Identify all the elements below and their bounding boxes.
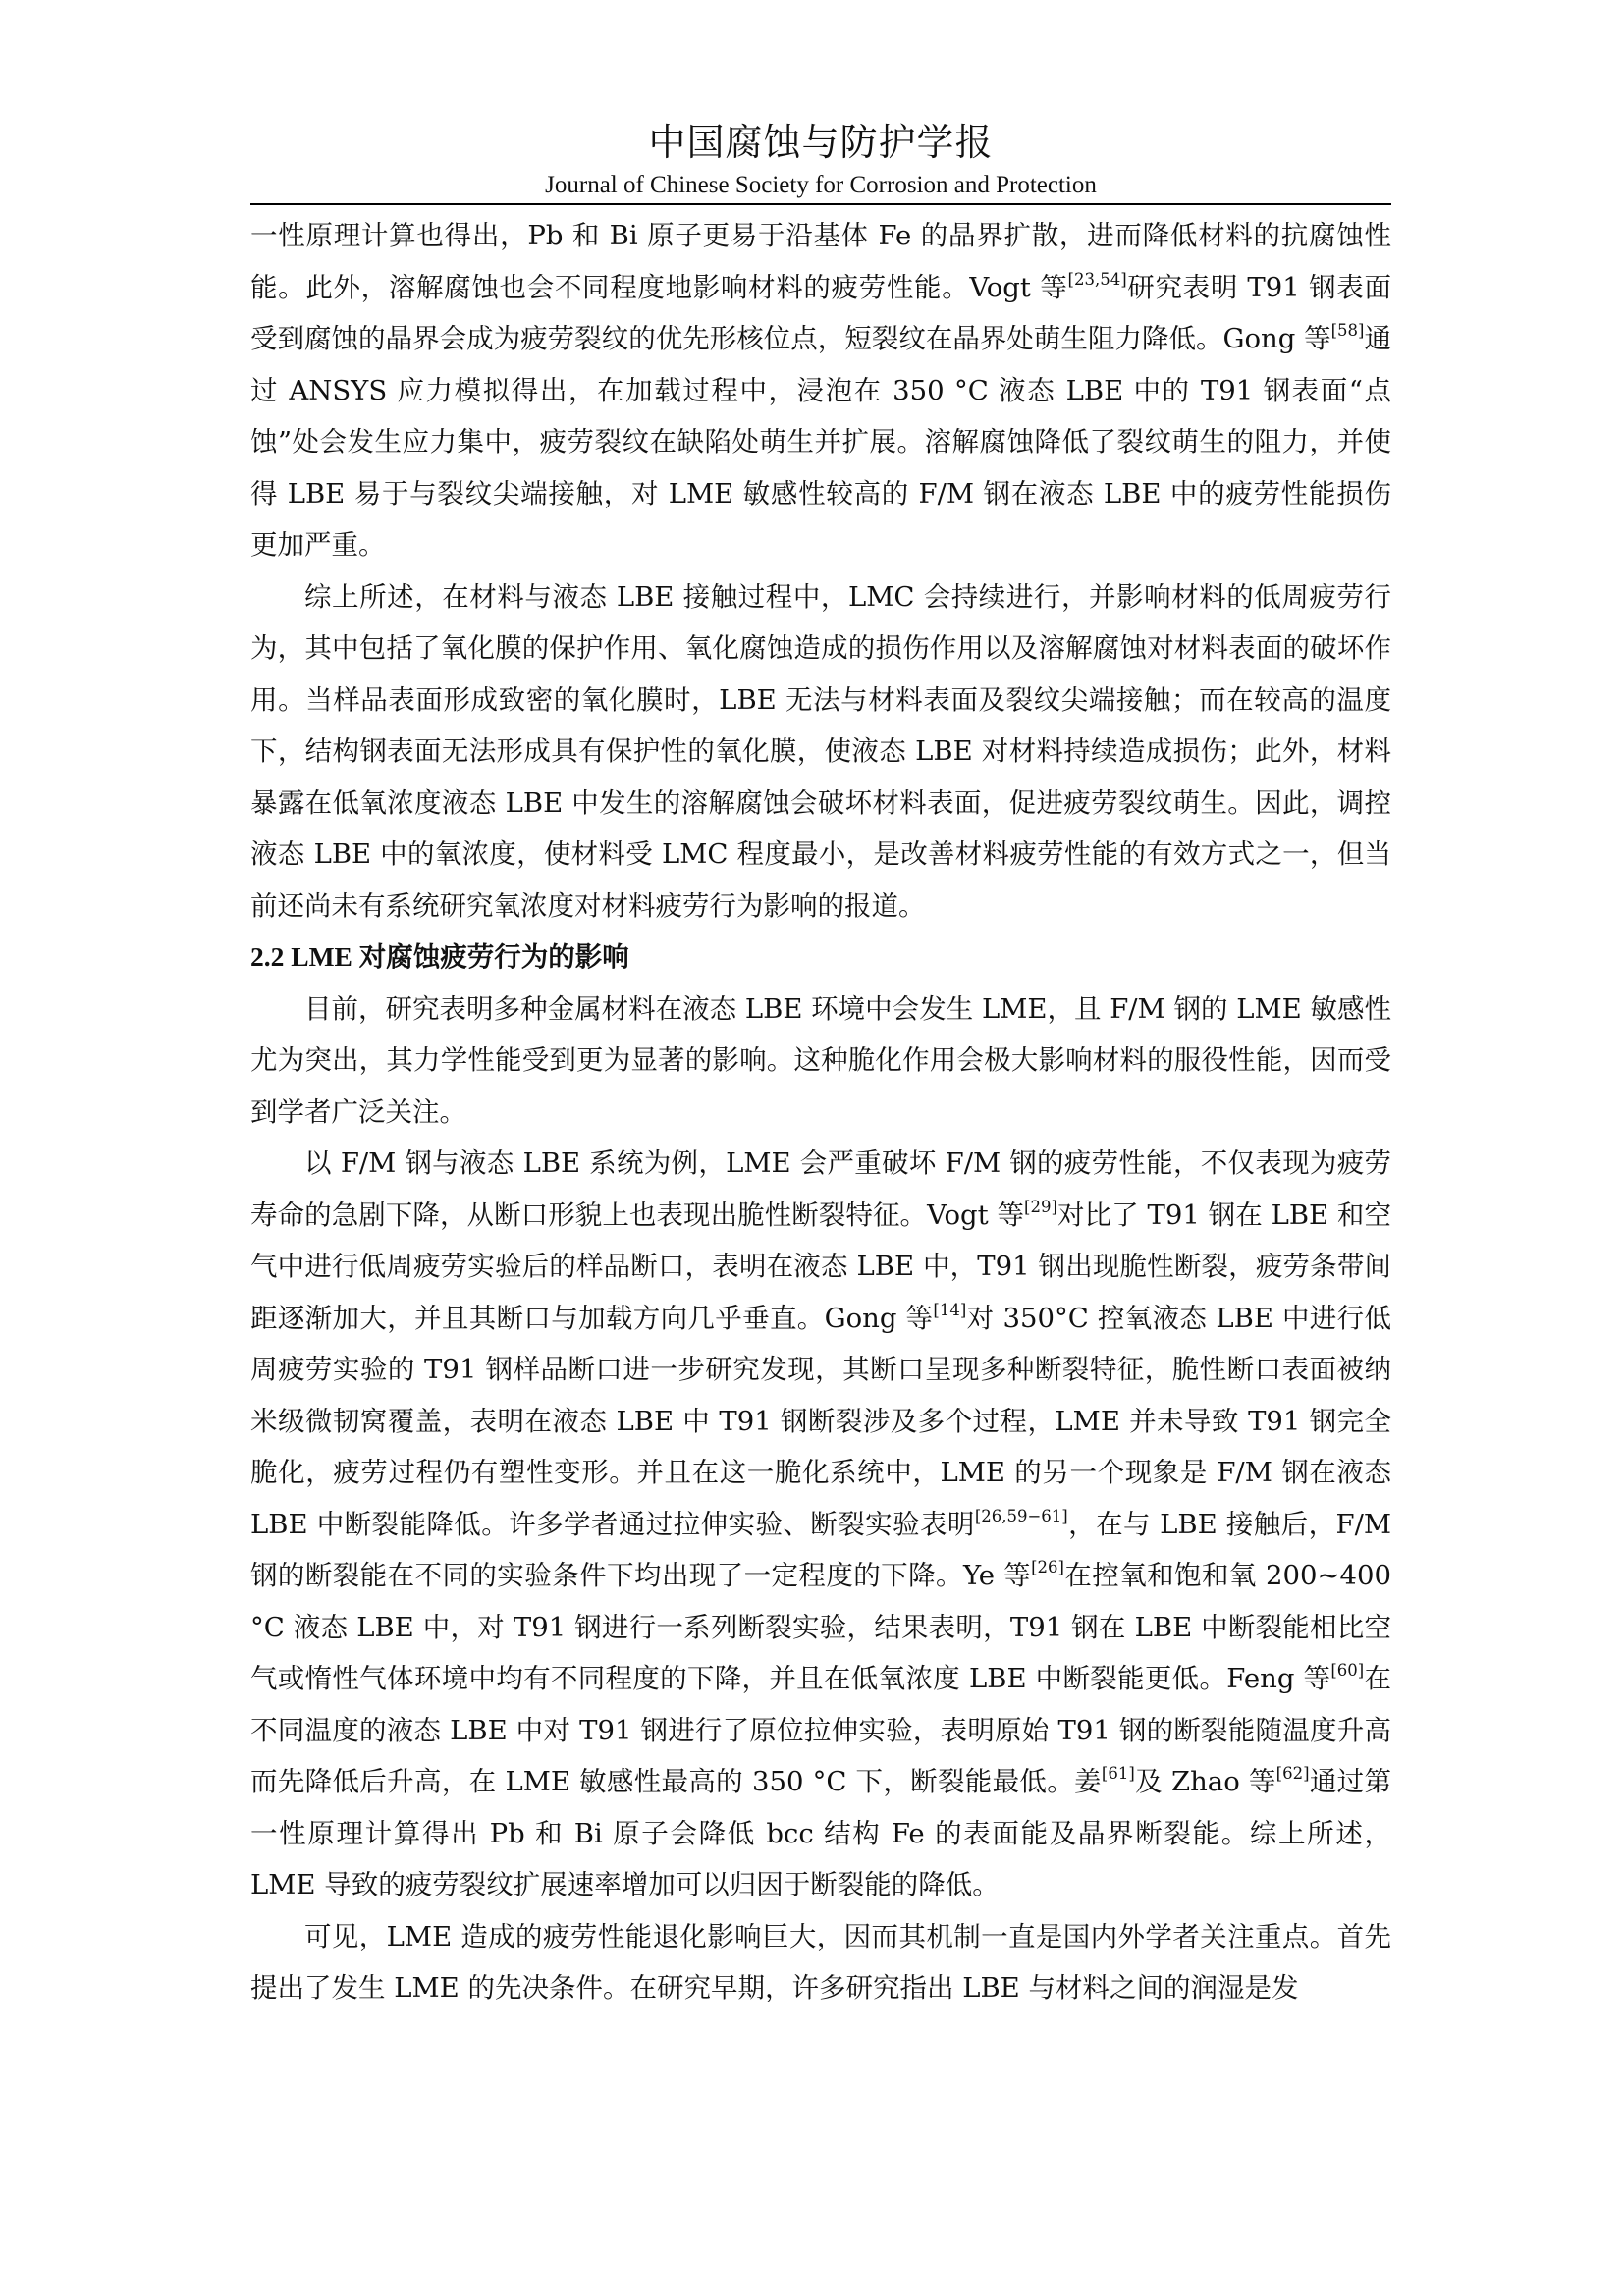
citation: [26] [1031, 1558, 1064, 1577]
paragraph-3: 目前，研究表明多种金属材料在液态 LBE 环境中会发生 LME，且 F/M 钢的 LME 敏感性尤为突出，其力学性能受到更为显著的影响。这种脆化作用会极大影响材料的服役性能，因而受到学者广泛关注。 [250, 992, 1391, 1128]
journal-header [250, 118, 1391, 202]
text-run: 通过第一性原理计算得出 Pb 和 Bi 原子会降低 bcc 结构 Fe 的表面能及晶界断裂能。综上所述，LME 导致的疲劳裂纹扩展速率增加可以归因于断裂能的降低。 [250, 1766, 1391, 1900]
text-run: 一性原理计算也得出，Pb 和 Bi 原子更易于沿基体 Fe 的晶界扩散，进而降低材料的抗腐蚀性能。此外，溶解腐蚀也会不同程度地影响材料的疲劳性能。Vogt 等 [250, 220, 1391, 303]
text-run: 对比了 T91 钢在 LBE 和空气中进行低周疲劳实验后的样品断口，表明在液态 LBE 中，T91 钢出现脆性断裂，疲劳条带间距逐渐加大，并且其断口与加载方向几乎垂直。Gong 等 [250, 1199, 1391, 1334]
paragraph-5: 可见，LME 造成的疲劳性能退化影响巨大，因而其机制一直是国内外学者关注重点。首先提出了发生 LME 的先决条件。在研究早期，许多研究指出 LBE 与材料之间的润湿是发 [250, 1920, 1391, 2003]
citation: [58] [1330, 321, 1365, 341]
text-run: 及 Zhao 等 [1134, 1766, 1276, 1797]
citation: [29] [1024, 1197, 1057, 1216]
text-run: 通过 ANSYS 应力模拟得出，在加载过程中，浸泡在 350 °C 液态 LBE 中的 T91 钢表面“点蚀”处会发生应力集中，疲劳裂纹在缺陷处萌生并扩展。溶解腐蚀降低了裂纹萌生的阻力，并使得 LBE 易于与裂纹尖端接触，对 LME 敏感性较高的 F/M 钢在液态 LBE 中的疲劳性能损伤更加严重。 [250, 323, 1392, 561]
text-run: ，在与 LBE 接触后，F/M 钢的断裂能在不同的实验条件下均出现了一定程度的下降。Ye 等 [250, 1508, 1391, 1591]
text-run: 以 F/M 钢与液态 LBE 系统为例，LME 会严重破坏 F/M 钢的疲劳性能，不仅表现为疲劳寿命的急剧下降，从断口形貌上也表现出脆性断裂特征。Vogt 等 [250, 1148, 1391, 1231]
section-heading: 2.2 LME 对腐蚀疲劳行为的影响 [250, 941, 629, 972]
citation: [62] [1275, 1764, 1310, 1784]
paragraph-4 [250, 1138, 1391, 1911]
citation: [23,54] [1067, 269, 1127, 289]
article-body [250, 210, 1391, 2014]
citation: [61] [1101, 1764, 1135, 1784]
journal-title-en: Journal of Chinese Society for Corrosion and Protection [545, 172, 1097, 198]
header-rule [250, 203, 1391, 205]
text-run: 对 350°C 控氧液态 LBE 中进行低周疲劳实验的 T91 钢样品断口进一步研究发现，其断口呈现多种断裂特征，脆性断口表面被纳米级微韧窝覆盖，表明在液态 LBE 中 T91 钢断裂涉及多个过程，LME 并未导致 T91 钢完全脆化，疲劳过程仍有塑性变形。并且在这一脆化系统中，LME 的另一个现象是 F/M 钢在液态 LBE 中断裂能降低。许多学者通过拉伸实验、断裂实验表明 [250, 1302, 1391, 1540]
citation: [26,59−61] [974, 1506, 1068, 1525]
paragraph-2: 综上所述，在材料与液态 LBE 接触过程中，LMC 会持续进行，并影响材料的低周疲劳行为，其中包括了氧化膜的保护作用、氧化腐蚀造成的损伤作用以及溶解腐蚀对材料表面的破坏作用。当样品表面形成致密的氧化膜时，LBE 无法与材料表面及裂纹尖端接触；而在较高的温度下，结构钢表面无法形成具有保护性的氧化膜，使液态 LBE 对材料持续造成损伤；此外，材料暴露在低氧浓度液态 LBE 中发生的溶解腐蚀会破坏材料表面，促进疲劳裂纹萌生。因此，调控液态 LBE 中的氧浓度，使材料受 LMC 程度最小，是改善材料疲劳性能的有效方式之一，但当前还尚未有系统研究氧浓度对材料疲劳行为影响的报道。 [250, 580, 1391, 922]
journal-title-cn: 中国腐蚀与防护学报 [648, 121, 994, 164]
paragraph-1 [250, 210, 1391, 571]
text-run: 在控氧和饱和氧 200~400 °C 液态 LBE 中，对 T91 钢进行一系列断裂实验，结果表明，T91 钢在 LBE 中断裂能相比空气或惰性气体环境中均有不同程度的下降，并且在低氧浓度 LBE 中断裂能更低。Feng 等 [250, 1560, 1392, 1694]
citation: [14] [933, 1300, 967, 1319]
text-run: 在不同温度的液态 LBE 中对 T91 钢进行了原位拉伸实验，表明原始 T91 钢的断裂能随温度升高而先降低后升高，在 LME 敏感性最高的 350 °C 下，断裂能最低。姜 [250, 1663, 1391, 1797]
text-run: 研究表明 T91 钢表面受到腐蚀的晶界会成为疲劳裂纹的优先形核位点，短裂纹在晶界处萌生阻力降低。Gong 等 [250, 271, 1391, 354]
citation: [60] [1330, 1661, 1365, 1681]
